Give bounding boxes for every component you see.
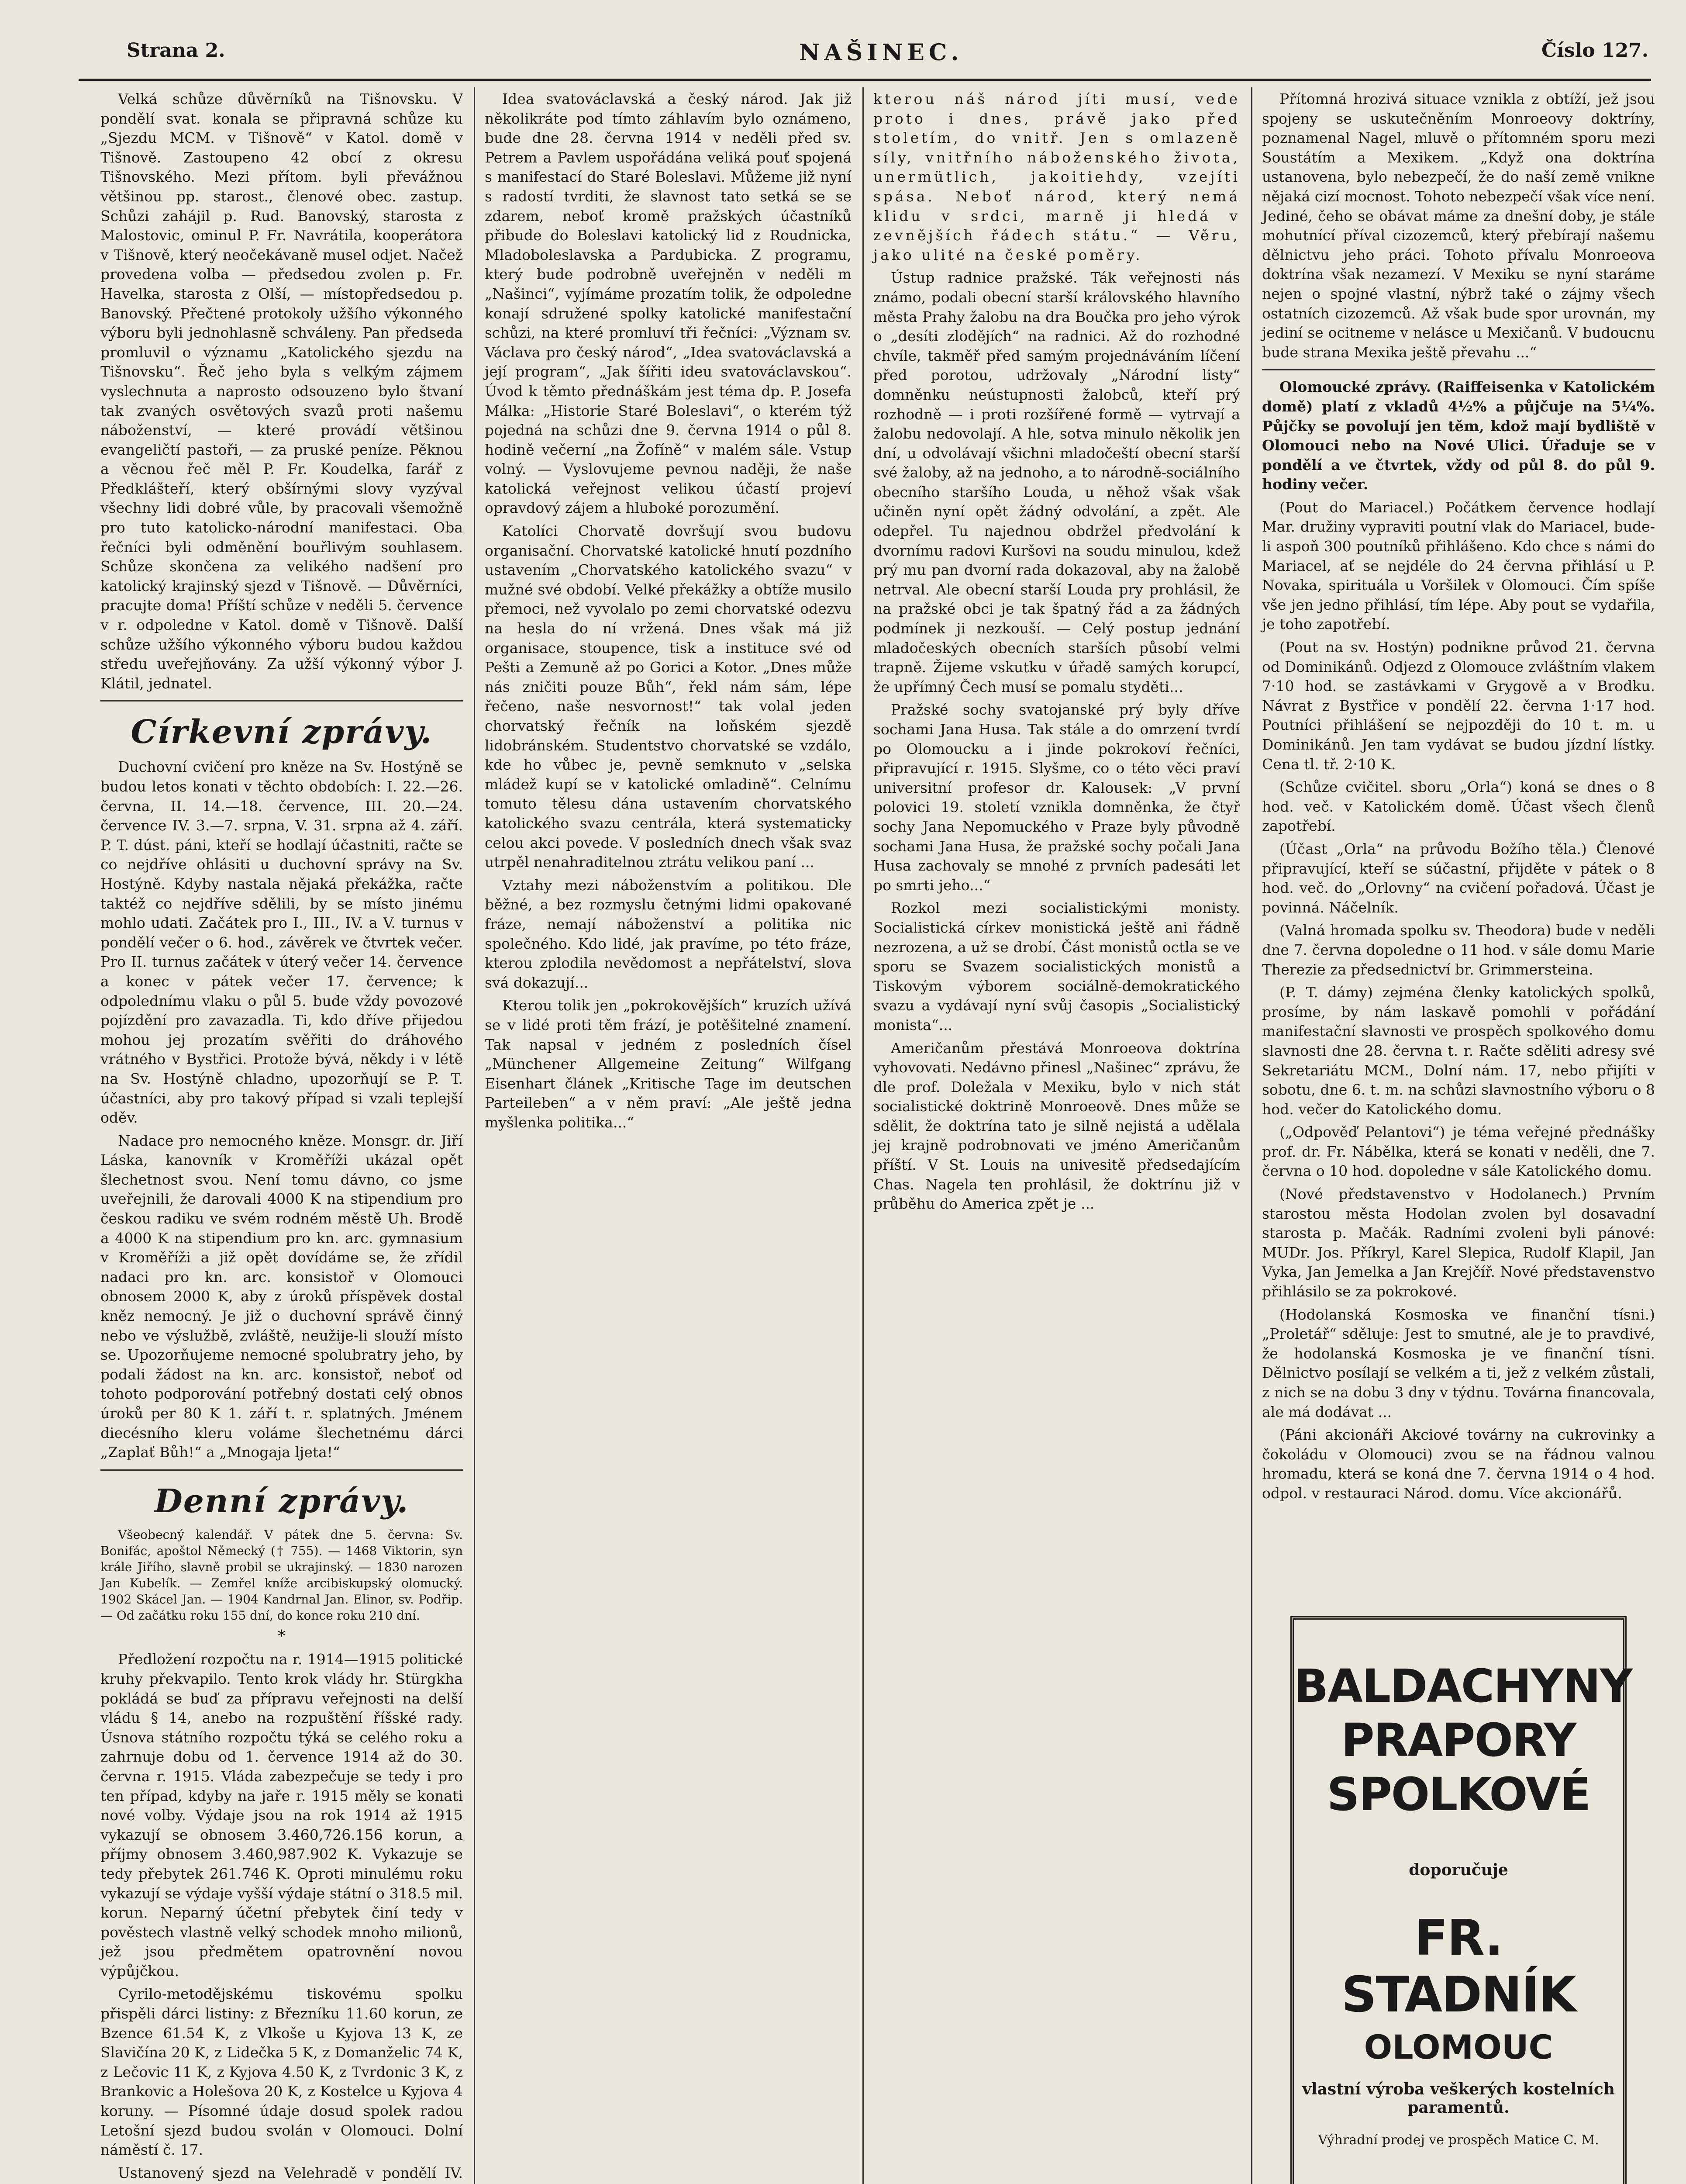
article-raiffeisenka: Olomoucké zprávy. (Raiffeisenka v Katolickém domě) platí z vkladů 4½% a půjčuje na 5¼%. Půjčky se povolují jen těm, kdož mají bydliště v Olomouci nebo na Nové Ulici. Úřaduje se v pondělí a ve čtvrtek, vždy od půl 8. do půl 9. hodiny večer. <box>1262 378 1655 493</box>
header-rule <box>79 79 1651 81</box>
divider <box>100 1469 463 1471</box>
column-2 <box>485 90 852 2184</box>
column-3 <box>873 90 1240 2184</box>
ad-note: Výhradní prodej ve prospěch Matice C. M. <box>1318 2132 1599 2148</box>
ad-line-baldachyny: BALDACHYNY <box>1294 1659 1632 1713</box>
article-rozpocet: Předložení rozpočtu na r. 1914—1915 politické kruhy překvapilo. Tento krok vlády hr. Stürgkha pokládá se buď za přípravu veřejnosti na delší vládu § 14, anebo na rozpuštění říšské rady. Úsnova státního rozpočtu týká se celého roku a zahrnuje dobu od 1. července 1914 až do 30. června r. 1915. Vláda zabezpečuje se tedy i pro ten případ, kdyby na jaře r. 1915 měly se konati nové volby. Výdaje jsou na rok 1914 až 1915 vykazují se obnosem 3.460,726.156 korun, a příjmy obnosem 3.460,987.902 K. Vykazuje se tedy přebytek 261.746 K. Oproti minulému roku vykazují se výdaje vyšší výdaje státní o 318.5 mil. korun. Neparný účetní přebytek činí tedy v pověstech vlastně velký schodek mnoho milionů, jež jsou předmětem opatrovnění novou výpůjčkou. <box>100 1651 463 1980</box>
article-monroe-continuation: Přítomná hrozivá situace vznikla z obtíží, jež jsou spojeny se uskutečněním Monroeovy doktríny, poznamenal Nagel, mluvě o přítomném sporu mezi Soustátím a Mexikem. „Když ona doktrína ustanovena, bylo nebezpečí, že do naší země vnikne nějaká cizí mocnost. Tohoto nebezpečí však více není. Jediné, čeho se obávat máme za dnešní doby, je stále mohutnící příval cizozemců, který přebírají našemu dělnictvu jeho práci. Tohoto přívalu Monroeova doktrína však nezamezí. V Mexiku se nyní starámе nejen o spojné vlastní, nýbrž také o zájmy všech ostatních cizozemců. Až však bude spor urovnán, my jediní se ocitneme v nelásce u Mexičanů. V budoucnu bude strana Mexika ještě převahu ...“ <box>1262 90 1655 361</box>
separator-star: * <box>278 1627 286 1645</box>
page-number: Strana 2. <box>127 39 225 62</box>
ad-city: OLOMOUC <box>1364 2028 1553 2067</box>
ad-company-name: FR. STADNÍK <box>1341 1910 1576 2023</box>
newspaper-title: NAŠINEC. <box>799 39 963 66</box>
article-velehrad: Ustanovený sjezd na Velehradě v pondělí IV. <box>118 2164 463 2181</box>
article-odpoved-pelantovi: („Odpověď Pelantovi“) je téma veřejné přednášky prof. dr. Fr. Nábělka, která se konati v neděli, dne 7. června o 10 hod. dopoledne v sále Katolického domu. <box>1262 1123 1655 1180</box>
column-rule <box>1251 87 1252 2184</box>
article-kosmoska: (Hodolanská Kosmoska ve finanční tísni.) „Proletář“ sděluje: Jest to smutné, ale je to pravdivé, že hodolanská Kosmoska je ve finanční tísni. Dělnictvo posílají se velkém a ti, jež z velkém zůstali, z nich se na dobu 3 dny v týdnu. Továrna financovala, ale má dodávat ... <box>1262 1306 1655 1420</box>
page-header <box>0 0 1686 66</box>
article-prazske-sochy: Pražské sochy svatojanské prý byly dříve sochami Jana Husa. Tak stále a do omrzení tvrdí po Olomoucku a i jinde pokrokoví řečníci, připravující r. 1915. Slyšme, co o této věci praví universitní profesor dr. Kalousek: „V první polovici 19. století vznikla domněnka, že čtyř sochy Jana Nepomuckého v Praze byly původně sochami Jana Husa, že pražské sochy počali Jana Husa zachovaly se mnohé z prvních padesáti let po smrti jeho...“ <box>873 701 1240 894</box>
ad-subtitle: vlastní výroba veškerých kostelních paramentů. <box>1302 2080 1615 2117</box>
divider <box>1262 369 1655 370</box>
column-rule <box>862 87 864 2184</box>
article-cyrilo-metodejsky: Cyrilo-metodějskému tiskovému spolku přispěli dárci listiny: z Březníku 11.60 korun, ze Bzence 61.54 K, z Vlkoše u Kyjova 13 K, ze Slavičína 20 K, z Lidečka 5 K, z Domanželic 74 K, z Lečovic 11 K, z Kyjova 4.50 K, z Tvrdonic 3 K, z Brankovic a Holešova 20 K, z Kostelce u Kyjova 4 koruny. — Písomné údaje dosud spolek radou Letošní sjezd budou svolán v Olomouci. Dolní náměstí č. 17. <box>100 1985 463 2159</box>
article-katolici-chorvate: Katolíci Chorvatě dovršují svou budovu organisační. Chorvatské katolické hnutí pozdního ustavením „Chorvatského katolického svazu“ v mužné své období. Velké překážky a obtíže musilo přemoci, než vyvolalo po zemi chorvatské odezvu na hesla do ní vržená. Dnes však má již organisace, stoupence, tisk a instituce své od Pešti a Zemuně až po Gorici a Kotor. „Dnes může nás zničiti pouze Bůh“, řekl nám sám, lépe řečeno, naše nesvornost!“ tak volal jeden chorvatský řečník na loňském sjezdě lidobránském. Studentstvo chorvatské se vzdálo, kde ho vůbec je, pevně semknuto v „selska mládež kupí se v katolické omladině“. Celnímu tomuto tělesu dána ustavením chorvatského katolického svazu centrála, která systematicky celou akci povede. V posledních dnech však svaz utrpěl nenahraditelnou ztrátu velikou paní ... <box>485 522 852 871</box>
article-idea-svatovaclavska: Idea svatováclavská a český národ. Jak již několikráte pod tímto záhlavím bylo oznámeno, bude dne 28. června 1914 v neděli před sv. Petrem a Pavlem uspořádána veliká pouť spojená s manifestací do Staré Boleslavi. Můžeme již nyní s radostí tvrditi, že slavnost tato setká se se zdarem, neboť kromě pražských účastníků přibude do Boleslavi katolický lid z Roudnicka, Mladoboleslavska a Pardubicka. Z programu, který bude podrobně uveřejněn v neděli m „Našinci“, vyjímáme prozatím tolik, že odpoledne konají sdružené spolky katolické manifestační schůzi, na které promluví tři řečníci: „Význam sv. Václava pro český národ“, „Idea svatováclavská a její program“, „Jak šířiti ideu svatováclavskou“. Úvod k těmto přednáškám jest téma dp. P. Josefa Málka: „Historie Staré Boleslavi“, o kterém týž pojedná na schůzi dne 9. června 1914 o půl 8. hodině večerní „na Žofíně“ v malém sále. Vstup volný. — Vyslovujeme pevnou naději, že naše katolická veřejnost velikou účastí projeví opravdový zájem a hluboké porozumění. <box>485 90 852 517</box>
article-nabozenstvi-politika: Vztahy mezi náboženstvím a politikou. Dle běžné, a bez rozmyslu četnými lidmi opakované fráze, nemají náboženství a politika nic společného. Kdo lidé, jak pravíme, po této fráze, kterou zplodila nevědomost a nepřátelství, slova svá dokazují... <box>485 876 852 991</box>
article-monroeova-doktrina: Američanům přestává Monroeova doktrína vyhovovati. Nedávno přinesl „Našinec“ zprávu, že dle prof. Doležala v Mexiku, bylo v nich stát socialistické doktrině Monroeově. Dnes může se sdělit, že doktrína tato je silně nejistá a udělala jej krajně podrobnovati ve jméno Američanům příští. V St. Louis na univesitě předsedajícím Chas. Nagela ten prohlásil, že doktrínu již v průběhu do America zpět je ... <box>873 1039 1240 1213</box>
column-rule <box>474 87 475 2184</box>
article-akcionari: (Páni akcionáři Akciové továrny na cukrovinky a čokoládu v Olomouci) zvou se na řádnou valnou hromadu, která se koná dne 7. června 1914 o 4 hod. odpol. v restauraci Národ. domu. Více akcionářů. <box>1262 1426 1655 1502</box>
ad-line-prapory: PRAPORY <box>1341 1714 1576 1767</box>
article-vernost-schuze: Velká schůze důvěrníků na Tišnovsku. V pondělí svat. konala se připravná schůze ku „Sjezdu MCM. v Tišnově“ v Katol. domě v Tišnově. Zastoupeno 42 obcí z okresu Tišnovského. Mezi přítom. byli převážnou většinou pp. starost., členové obec. zastup. Schůzi zahájil p. Rud. Banovský, starosta z Malostovic, ominul P. Fr. Navrátila, kooperátora v Tišnově, který neočekávaně musel odjet. Načež provedena volba — předsedou zvolen p. Fr. Havelka, starosta z Olší, — místopředsedou p. Banovský. Přečtené protokoly užšího výkonného výboru byli jednohlasně schváleny. Pan předseda promluvil o významu „Katolického sjezdu na Tišnovsku“. Řeč jeho byla s velkým zájmem vyslechnuta a naprosto odsouzeno bylo štvaní tak zvaných osvětových svazů proti našemu náboženství, — které provádí většinou evangeličtí pastoři, — za pruské peníze. Pěknou a věcnou řeč měl P. Fr. Koudelka, farář z Předklášteří, který obšírnými slovy vyzýval všechny lidi dobré vůle, by pracovali všemožně pro tuto katolicko-národní manifestaci. Oba řečníci byli odměnění bouřlivým souhlasem. Schůze skončena za velikého nadšení pro katolický krajinský sjezd v Tišnově. — Důvěrníci, pracujte doma! Příští schůze v neděli 5. července v r. odpoledne v Katol. domě v Tišnově. Další schůze užšího výkonného výboru budou každou středu uveřejňovány. Za užší výkonný výbor J. Klátil, jednatel. <box>100 90 463 692</box>
column-4 <box>1262 90 1655 1502</box>
article-valna-hromada: (Valná hromada spolku sv. Theodora) bude v neděli dne 7. června dopoledne o 11 hod. v sále domu Marie Therezie za předsednictví br. Grimmersteina. <box>1262 922 1655 978</box>
article-duchovni-cviceni: Duchovní cvičení pro kněze na Sv. Hostýně se budou letos konati v těchto obdobích: I. 22.—26. června, II. 14.—18. července, III. 20.—24. července IV. 3.—7. srpna, V. 31. srpna až 4. září. P. T. dúst. páni, kteří se hodlají účastniti, račte se co nejdříve ohlásiti u duchovní správy na Sv. Hostýně. Kdyby nastala nějaká překážka, račte taktéž co nejdříve sdělili, by se místo jinému mohlo udati. Začátek pro I., III., IV. a V. turnus v pondělí večer o 6. hod., závěrek ve čtvrtek večer. Pro II. turnus začátek v úterý večer 14. července a konec v pátek večer 17. července; k odpolednímu vlaku o půl 5. bude vždy povozové pojízdění pro zavazadla. Ti, kdo dříve přijedou mohou jej prozatím svěřiti do dráhového vrátného v Bystřici. Protože bývá, někdy i v létě na Sv. Hostýně chladno, upozorňují se P. T. účastníci, aby pro takový případ si vzali teplejší oděv. <box>100 758 463 1127</box>
article-pout-mariacel: (Pout do Mariacel.) Počátkem července hodlají Mar. družiny vypraviti poutní vlak do Mariacel, bude-li aspoň 300 poutníků přihlášeno. Kdo chce s námi do Mariacel, ať se nejdéle do 24 června přihlásí u P. Novaka, spirituála u Voršilek v Olomouci. Čím spíše vše jen jedno přihlásí, tím lépe. Aby pout se vydařila, je toho zapotřebí. <box>1262 498 1655 633</box>
article-ustup-radnice: Ústup radnice pražské. Ták veřejnosti nás známo, podali obecní starší královského hlavního města Prahy žalobu na dra Boučka pro jeho výrok o „desíti zlodějích“ na radnici. Až do rozhodné chvíle, takměř před samým projednáváním líčení před porotou, udržovaly „Národní listy“ domněnku neústupnosti žalobců, kteří prý rozhodně — i proti rozšířené formě — vytrvají a žalobu nedovolají. A hle, sotva minulo několik jen dní, u odvolávají všichni mladočeští obecní starší své žaloby, až na jednoho, a to národně-sociálního obecního staršího Louda, u něhož však však učiněn nyní opět žádný odvolání, a zpět. Ale odepřel. Tu najednou obdržel předvolání k dvornímu radovi Kuršovi na soudu minulou, kdež prý mu pan dvorní rada dokazoval, aby na žalobě netrval. Ale obecní starší Louda pry prohlásil, že na pražské obci je tak špatný řád a za žádných podmínek ji nezkouší. — Celý postup jednání mladočeských obecních starších působí velmi trapně. Žijeme vskutku v úřadě samých korupcí, že upřímný Čech musí se pomalu styděti... <box>873 269 1240 695</box>
section-title-cirkevni: Církevní zprávy. <box>131 713 433 751</box>
section-title-denni: Denní zprávy. <box>154 1482 409 1520</box>
issue-number: Číslo 127. <box>1541 39 1649 62</box>
article-nadace: Nadace pro nemocného kněze. Monsgr. dr. Jiří Láska, kanovník v Kroměříži ukázal opět šlechetnost svou. Není tomu dávno, co jsme uveřejnili, že darovali 4000 K na stipendium pro českou radiku ve svém rodném městě Uh. Brodě a 4000 K na stipendium pro kn. arc. gymnasium v Kroměříži a již opět dovídáme se, že zřídil nadaci pro kn. arc. konsistoř v Olomouci obnosem 2000 K, aby z úroků příspěvek dostal kněz nemocný. Je již o duchovní správě činný nebo ve výslužbě, zvláště, neužije-li slouží místo se. Upozorňujeme nemocné spolubratry jeho, by podali žádost na kn. arc. konsistoř, neboť od tohoto podporování potřebný dostati celý obnos úroků per 80 K 1. září t. r. splatných. Jménem diecésního kleru voláme šlechetnému dárci „Zaplať Bůh!“ a „Mnogaja ljeta!“ <box>100 1132 463 1461</box>
article-rozkol-monistu: Rozkol mezi socialistickými monisty. Socialistická církev monistická ještě ani řádně nezrozena, a už se drobí. Část monistů octla se ve sporu se Svazem socialistických monistů a Tiskovým výborem sociálně-demokratického svazu a vydávají nyní svůj časopis „Socialistický monista“... <box>873 899 1240 1033</box>
article-hodolany: (Nové představenstvo v Hodolanech.) Prvním starostou města Hodolan zvolen byl dosavadní starosta p. Mačák. Radními zvoleni byli pánové: MUDr. Jos. Příkryl, Karel Slepica, Rudolf Klapil, Jan Vyka, Jan Jemelka a Jan Krejčíř. Nové představenstvo přihlásilo se za pokrokové. <box>1262 1185 1655 1300</box>
article-ucast-orla: (Účast „Orla“ na průvodu Božího těla.) Členové připravující, kteří se súčastní, přijděte v pátek o 8 hod. več. do „Orlovny“ na cvičení pořadová. Účast je povinná. Náčelník. <box>1262 840 1655 916</box>
column-1 <box>100 90 463 2184</box>
article-continuation: Kterou tolik jen „pokrokovějších“ kruzích užívá se v lidé proti těm frází, je potěšitelné znamení. Tak napsal v jedném z posledních čísel „Münchener Allgemeine Zeitung“ Wilfgang Eisenhart článek „Kritische Tage im deutschen Parteileben“ a v něm praví: „Ale ještě jedna myšlenka politika...“ <box>485 997 852 1131</box>
ad-line-spolkove: SPOLKOVÉ <box>1327 1768 1590 1821</box>
article-schuze-orla: (Schůze cvičitel. sboru „Orla“) koná se dnes o 8 hod. več. v Katolickém domě. Účast všech členů zapotřebí. <box>1262 778 1655 835</box>
article-damy: (P. T. dámy) zejména členky katolických spolků, prosíme, by nám laskavě pomohli v pořádání manifestační slavnosti ve prospěch spolkového domu slavnosti dne 28. června t. r. Račte sděliti adresy své Sekretariátu MCM., Dolní nám. 17, nebo přijíti v sobotu, dne 6. t. m. na schůzi slavnostního výboru o 8 hod. večer do Katolického domu. <box>1262 984 1655 1118</box>
ad-doporucuje: doporučuje <box>1409 1861 1508 1879</box>
article-pout-hostyn: (Pout na sv. Hostýn) podniknе průvod 21. června od Dominikánů. Odjezd z Olomouce zvláštním vlakem 7·10 hod. se zastávkami v Grygově a v Brodku. Návrat z Bystřice v pondělí 22. června 1·17 hod. Poutníci přihlášení se nejpozději do 10 t. m. u Dominikánů. Jen tam vydávat se budou jízdní lístky. Cena tl. tř. 2·10 K. <box>1262 639 1655 773</box>
advertisement-stadnik <box>1290 1616 1632 2184</box>
article-kalendar: Všeobecný kalendář. V pátek dne 5. června: Sv. Bonifác, apoštol Německý († 755). — 1468 Viktorin, syn krále Jiřího, slavně probil se ukrajinský. — 1830 narozen Jan Kubelík. — Zemřel kníže arcibiskupský olomucký. 1902 Skácel Jan. — 1904 Kandrnal Jan. Elinor, sv. Podřip. — Od začátku roku 155 dní, do konce roku 210 dní. <box>100 1527 463 1623</box>
article-narod-continuation: kterou náš národ jíti musí, vede proto i dnes, právě jako před stoletím, do vnitř. Jen s omlazeně síly, vnitřního náboženského života, unermütlich, jakoitiehdy, vzejíti spása. Neboť národ, který nemá klidu v srdci, marně ji hledá v zevnějších řádech státu.“ — Věru, jako ulité na české poměry. <box>873 90 1240 263</box>
divider <box>100 700 463 702</box>
